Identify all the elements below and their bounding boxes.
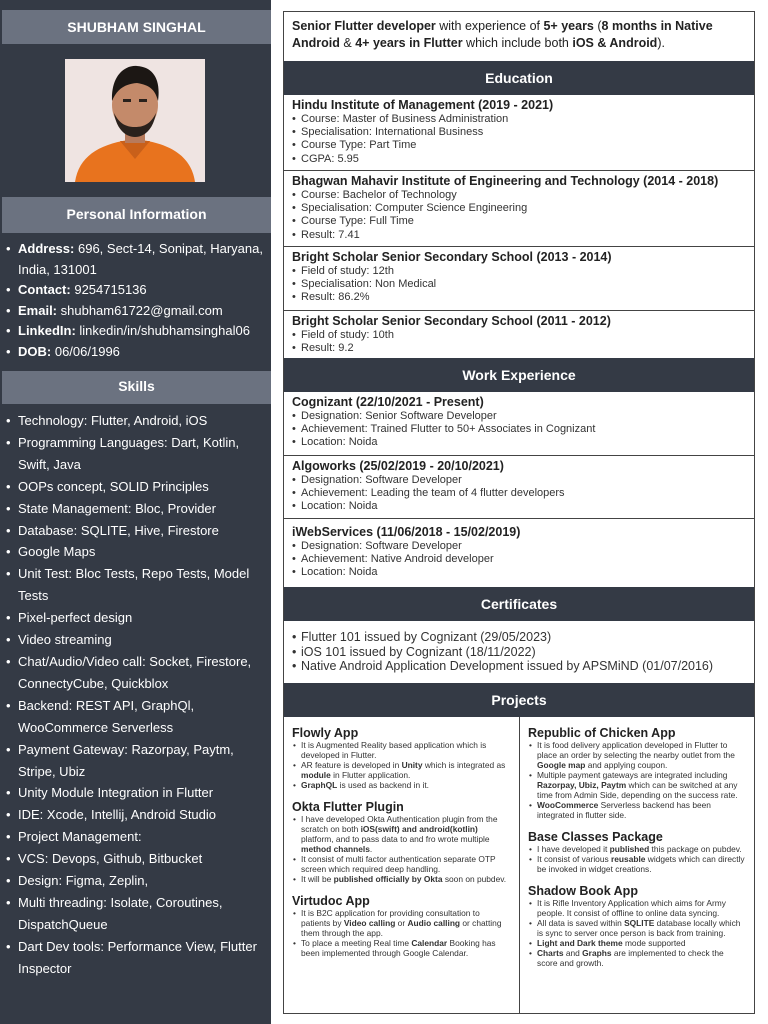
project-detail: • It is Rifle Inventory Application which aims for Army people. It consist of offline to online data syncing. [528, 898, 746, 918]
skill-item: • OOPs concept, SOLID Principles [0, 476, 271, 498]
education-entry [284, 311, 754, 358]
skill-item: • Unit Test: Bloc Tests, Repo Tests, Model Tests [0, 563, 271, 607]
sidebar [0, 0, 271, 1024]
entry-detail: • Specialisation: International Business [292, 126, 746, 139]
skills-heading: Skills [2, 371, 271, 404]
entry-detail: • Result: 7.41 [292, 229, 746, 242]
entry-detail: • Course: Master of Business Administration [292, 113, 746, 126]
entry-detail: • Field of study: 12th [292, 265, 746, 278]
project-title: Virtudoc App [292, 894, 370, 908]
education-entry [284, 247, 754, 311]
personal-contact: • Contact: 9254715136 [0, 280, 271, 301]
skill-item: • State Management: Bloc, Provider [0, 498, 271, 520]
entry-title: Bright Scholar Senior Secondary School (2013 - 2014) [292, 250, 612, 264]
personal-email: • Email: shubham61722@gmail.com [0, 301, 271, 322]
project-base-classes [528, 830, 746, 874]
skill-item: • Backend: REST API, GraphQl, WooCommerce Serverless [0, 695, 271, 739]
entry-detail: • Achievement: Native Android developer [292, 553, 746, 566]
entry-detail: • Course Type: Full Time [292, 215, 746, 228]
project-detail: • It will be published officially by Okta soon on pubdev. [292, 874, 511, 884]
entry-detail: • Course Type: Part Time [292, 139, 746, 152]
project-detail: • GraphQL is used as backend in it. [292, 780, 511, 790]
projects-heading: Projects [284, 683, 754, 717]
project-detail: • I have developed it published this package on pubdev. [528, 844, 746, 854]
skills-list [0, 410, 271, 980]
entry-detail: • Result: 9.2 [292, 342, 746, 355]
project-okta [292, 800, 511, 884]
personal-linkedin: • LinkedIn: linkedin/in/shubhamsinghal06 [0, 321, 271, 342]
certificates-list [284, 621, 754, 683]
project-title: Flowly App [292, 726, 359, 740]
main-content [283, 11, 755, 1014]
project-title: Republic of Chicken App [528, 726, 676, 740]
education-heading: Education [284, 61, 754, 95]
personal-dob: • DOB: 06/06/1996 [0, 342, 271, 363]
skill-item: • Google Maps [0, 541, 271, 563]
project-detail: • To place a meeting Real time Calendar Booking has been implemented through Google Calendar. [292, 938, 511, 958]
entry-detail: • Designation: Software Developer [292, 474, 746, 487]
project-virtudoc [292, 894, 511, 958]
work-entry [284, 392, 754, 456]
entry-detail: • CGPA: 5.95 [292, 153, 746, 166]
personal-info-list [0, 239, 271, 362]
skill-item: • VCS: Devops, Github, Bitbucket [0, 848, 271, 870]
profile-photo [65, 59, 205, 182]
skill-item: • Pixel-perfect design [0, 607, 271, 629]
entry-title: Cognizant (22/10/2021 - Present) [292, 395, 484, 409]
personal-address: • Address: 696, Sect-14, Sonipat, Haryana, India, 131001 [0, 239, 271, 280]
work-entry [284, 519, 754, 587]
entry-detail: • Specialisation: Non Medical [292, 278, 746, 291]
project-detail: • It is B2C application for providing consultation to patients by Video calling or Audio calling or chatting them through the app. [292, 908, 511, 938]
project-detail: • It is food delivery application developed in Flutter to place an order by selecting the nearby outlet from the Google map and applying coupon. [528, 740, 746, 770]
certificate-item: • Native Android Application Development issued by APSMiND (01/07/2016) [292, 659, 746, 674]
skill-item: • Technology: Flutter, Android, iOS [0, 410, 271, 432]
entry-detail: • Location: Noida [292, 436, 746, 449]
project-detail: • I have developed Okta Authentication plugin from the scratch on both iOS(swift) and android(kotlin) platform, and to pass data to and fro wrote multiple method channels. [292, 814, 511, 854]
entry-detail: • Specialisation: Computer Science Engineering [292, 202, 746, 215]
skill-item: • Design: Figma, Zeplin, [0, 870, 271, 892]
certificate-item: • iOS 101 issued by Cognizant (18/11/2022) [292, 645, 746, 660]
entry-title: Bright Scholar Senior Secondary School (2011 - 2012) [292, 314, 611, 328]
project-title: Okta Flutter Plugin [292, 800, 404, 814]
project-detail: • It consist of multi factor authentication separate OTP screen which required deep handling. [292, 854, 511, 874]
entry-title: Hindu Institute of Management (2019 - 2021) [292, 98, 554, 112]
project-detail: • Multiple payment gateways are integrated including Razorpay, Ubiz, Paytm which can be switched at any time from Admin Side, depending on the success rate. [528, 770, 746, 800]
project-detail: • All data is saved within SQLITE database locally which is sync to server once person is back from training. [528, 918, 746, 938]
education-entry [284, 171, 754, 247]
skill-item: • Payment Gateway: Razorpay, Paytm, Stripe, Ubiz [0, 739, 271, 783]
entry-detail: • Result: 86.2% [292, 291, 746, 304]
entry-detail: • Achievement: Trained Flutter to 50+ Associates in Cognizant [292, 423, 746, 436]
entry-detail: • Field of study: 10th [292, 329, 746, 342]
skill-item: • Dart Dev tools: Performance View, Flutter Inspector [0, 936, 271, 980]
entry-title: Algoworks (25/02/2019 - 20/10/2021) [292, 459, 504, 473]
entry-title: iWebServices (11/06/2018 - 15/02/2019) [292, 525, 521, 539]
project-detail: • It consist of various reusable widgets which can directly be invoked in widget creations. [528, 854, 746, 874]
project-detail: • Charts and Graphs are implemented to check the score and growth. [528, 948, 746, 968]
entry-detail: • Location: Noida [292, 500, 746, 513]
entry-detail: • Achievement: Leading the team of 4 flutter developers [292, 487, 746, 500]
skill-item: • Programming Languages: Dart, Kotlin, Swift, Java [0, 432, 271, 476]
work-heading: Work Experience [284, 358, 754, 392]
project-republic-of-chicken [528, 726, 746, 820]
projects-grid [284, 717, 754, 1014]
entry-title: Bhagwan Mahavir Institute of Engineering and Technology (2014 - 2018) [292, 174, 719, 188]
skill-item: • Chat/Audio/Video call: Socket, Firestore, ConnectyCube, Quickblox [0, 651, 271, 695]
education-entry [284, 95, 754, 171]
skill-item: • IDE: Xcode, Intellij, Android Studio [0, 804, 271, 826]
skill-item: • Video streaming [0, 629, 271, 651]
project-detail: • Light and Dark theme mode supported [528, 938, 746, 948]
personal-info-heading: Personal Information [2, 197, 271, 233]
project-flowly [292, 726, 511, 790]
skill-item: • Database: SQLITE, Hive, Firestore [0, 520, 271, 542]
skill-item: • Unity Module Integration in Flutter [0, 782, 271, 804]
certificates-heading: Certificates [284, 587, 754, 621]
project-title: Base Classes Package [528, 830, 663, 844]
projects-left-column [284, 717, 520, 1014]
summary: Senior Flutter developer with experience of 5+ years (8 months in Native Android & 4+ years in Flutter which include both iOS & Android). [292, 19, 713, 50]
projects-right-column [520, 717, 754, 1014]
project-detail: • AR feature is developed in Unity which is integrated as module in Flutter application. [292, 760, 511, 780]
entry-detail: • Designation: Software Developer [292, 540, 746, 553]
entry-detail: • Course: Bachelor of Technology [292, 189, 746, 202]
entry-detail: • Designation: Senior Software Developer [292, 410, 746, 423]
candidate-name: SHUBHAM SINGHAL [2, 10, 271, 44]
skill-item: • Multi threading: Isolate, Coroutines, DispatchQueue [0, 892, 271, 936]
certificate-item: • Flutter 101 issued by Cognizant (29/05/2023) [292, 630, 746, 645]
project-detail: • WooCommerce Serverless backend has been integrated in flutter side. [528, 800, 746, 820]
work-entry [284, 456, 754, 519]
project-shadow-book [528, 884, 746, 968]
project-title: Shadow Book App [528, 884, 638, 898]
skill-item: • Project Management: [0, 826, 271, 848]
project-detail: • It is Augmented Reality based application which is developed in Flutter. [292, 740, 511, 760]
entry-detail: • Location: Noida [292, 566, 746, 579]
